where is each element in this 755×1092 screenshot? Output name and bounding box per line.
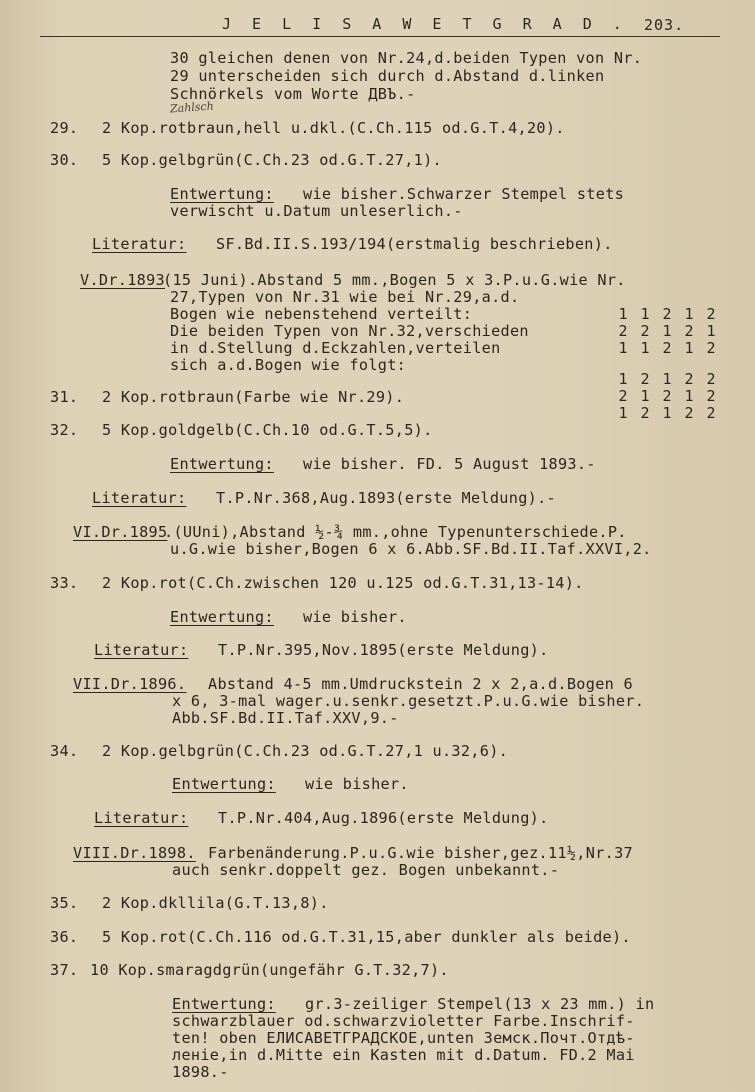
printing-heading: VI.Dr.1895 — [73, 523, 168, 541]
text-line: ленiе,in d.Mitte ein Kasten mit d.Datum. FD.2 Mai — [172, 1046, 635, 1064]
item-number: 29. — [50, 119, 79, 137]
item-number: 34. — [50, 742, 79, 760]
stamp-entry: 10 Kop.smaragdgrün(ungefähr G.T.32,7). — [90, 961, 449, 979]
item-number: 33. — [50, 574, 79, 592]
entwertung-label: Entwertung: — [172, 775, 276, 793]
type-grid-1: 1 1 2 1 2 2 2 1 2 1 1 1 2 1 2 — [618, 305, 716, 357]
text-line: (15 Juni).Abstand 5 mm.,Bogen 5 x 3.P.u.G.wie Nr. — [163, 271, 626, 289]
text-line: sich a.d.Bogen wie folgt: — [170, 356, 407, 374]
text-line: 27,Typen von Nr.31 wie bei Nr.29,a.d. — [170, 288, 520, 306]
stamp-entry: 2 Kop.rot(C.Ch.zwischen 120 u.125 od.G.T.31,13-14). — [102, 574, 584, 592]
type-grid-2: 1 2 1 2 2 2 1 2 1 2 1 2 1 2 2 — [618, 370, 716, 422]
text-line: Die beiden Typen von Nr.32,verschieden — [170, 322, 529, 340]
stamp-entry: 2 Kop.rotbraun,hell u.dkl.(C.Ch.115 od.G.T.4,20). — [102, 119, 565, 137]
text-line: 1898.- — [172, 1063, 229, 1081]
entwertung-label: Entwertung: — [170, 608, 274, 626]
text-line: Abb.SF.Bd.II.Taf.XXV,9.- — [172, 709, 399, 727]
page-header-title: J E L I S A W E T G R A D . — [222, 15, 628, 33]
literatur-label: Literatur: — [94, 641, 189, 659]
text-line: in d.Stellung d.Eckzahlen,verteilen — [170, 339, 501, 357]
text-line: u.G.wie bisher,Bogen 6 x 6.Abb.SF.Bd.II.Taf.XXVI,2. — [170, 540, 652, 558]
stamp-entry: 2 Kop.gelbgrün(C.Ch.23 od.G.T.27,1 u.32,6). — [102, 742, 509, 760]
stamp-entry: 5 Kop.gelbgrün(C.Ch.23 od.G.T.27,1). — [102, 151, 442, 169]
stamp-entry: 2 Kop.rotbraun(Farbe wie Nr.29). — [102, 388, 405, 406]
text-line: 30 gleichen denen von Nr.24,d.beiden Typen von Nr. — [170, 49, 643, 67]
text-line: schwarzblauer od.schwarzvioletter Farbe.Inschrif- — [172, 1012, 635, 1030]
text-line: Bogen wie nebenstehend verteilt: — [170, 305, 473, 323]
printing-heading: VIII.Dr.1898. — [73, 844, 196, 862]
entwertung-label: Entwertung: — [172, 995, 276, 1013]
printing-heading: V.Dr.1893 — [80, 271, 165, 289]
text-line: T.P.Nr.395,Nov.1895(erste Meldung). — [218, 641, 549, 659]
text-line: verwischt u.Datum unleserlich.- — [170, 202, 463, 220]
text-line: SF.Bd.II.S.193/194(erstmalig beschrieben). — [216, 235, 613, 253]
handwritten-note: Zahlsch — [169, 99, 215, 116]
text-line: wie bisher. — [305, 775, 409, 793]
stamp-entry: 5 Kop.rot(C.Ch.116 od.G.T.31,15,aber dunkler als beide). — [102, 928, 631, 946]
item-number: 37. — [50, 961, 79, 979]
text-line: 29 unterscheiden sich durch d.Abstand d.linken — [170, 67, 605, 85]
text-line: x 6, 3-mal wager.u.senkr.gesetzt.P.u.G.wie bisher. — [172, 692, 645, 710]
entwertung-label: Entwertung: — [170, 185, 274, 203]
text-line: wie bisher. FD. 5 August 1893.- — [303, 455, 596, 473]
text-line: ten! oben ЕЛИСАВЕТГРАДСКОЕ,unten Земск.Почт.Отдѣ- — [172, 1029, 635, 1047]
text-line: Schnörkels vom Worte ДВЪ.- — [170, 85, 416, 103]
text-line: T.P.Nr.368,Aug.1893(erste Meldung).- — [216, 489, 556, 507]
stamp-entry: 2 Kop.dkllila(G.T.13,8). — [102, 894, 329, 912]
text-line: Farbenänderung.P.u.G.wie bisher,gez.11½,Nr.37 — [208, 844, 633, 862]
text-line: gr.3-zeiliger Stempel(13 x 23 mm.) in — [305, 995, 655, 1013]
text-line: T.P.Nr.404,Aug.1896(erste Meldung). — [218, 809, 549, 827]
text-line: wie bisher. — [303, 608, 407, 626]
literatur-label: Literatur: — [92, 235, 187, 253]
header-rule — [40, 36, 720, 37]
item-number: 30. — [50, 151, 79, 169]
text-line: Abstand 4-5 mm.Umdruckstein 2 x 2,a.d.Bogen 6 — [208, 675, 633, 693]
item-number: 36. — [50, 928, 79, 946]
text-line: wie bisher.Schwarzer Stempel stets — [303, 185, 625, 203]
item-number: 32. — [50, 421, 79, 439]
stamp-entry: 5 Kop.goldgelb(C.Ch.10 od.G.T.5,5). — [102, 421, 433, 439]
entwertung-label: Entwertung: — [170, 455, 274, 473]
printing-heading: VII.Dr.1896. — [73, 675, 187, 693]
literatur-label: Literatur: — [92, 489, 187, 507]
item-number: 35. — [50, 894, 79, 912]
text-line: .(UUni),Abstand ½-¾ mm.,ohne Typenunterschiede.P. — [164, 523, 627, 541]
literatur-label: Literatur: — [94, 809, 189, 827]
item-number: 31. — [50, 388, 79, 406]
page-number: 203. — [644, 16, 685, 34]
text-line: auch senkr.doppelt gez. Bogen unbekannt.- — [172, 861, 560, 879]
